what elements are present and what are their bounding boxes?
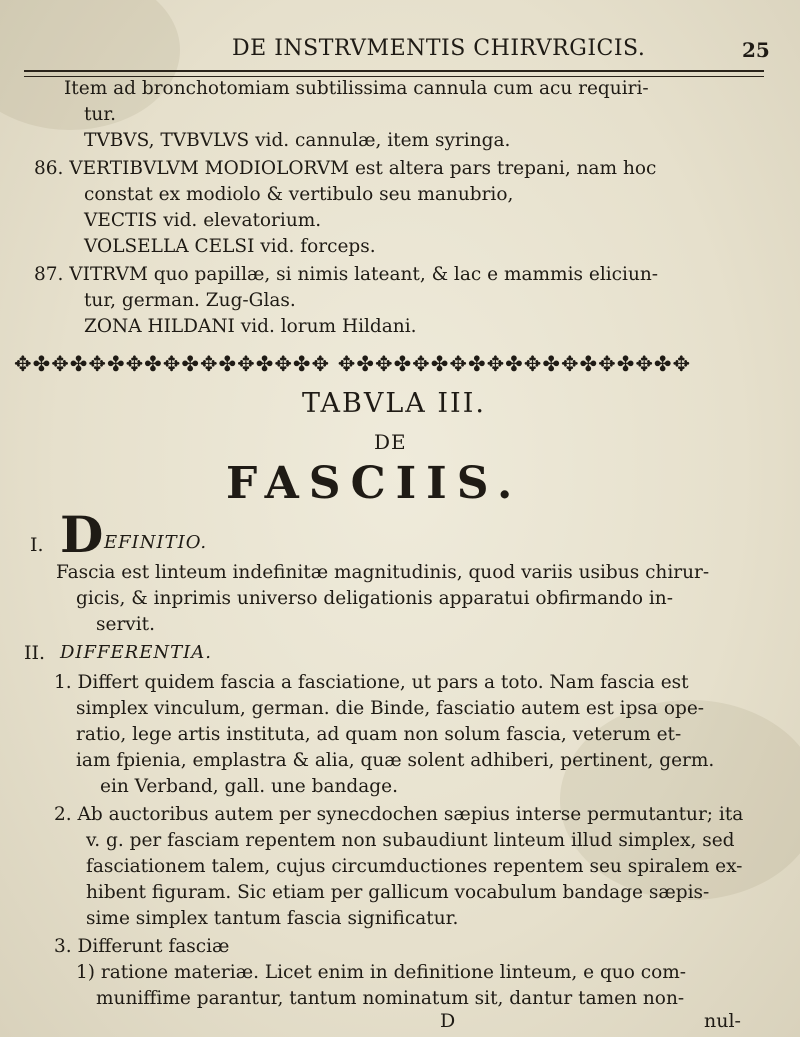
chapter-title: FASCIIS. <box>226 458 523 509</box>
section-number: II. <box>24 642 46 664</box>
entry-line: VECTIS vid. elevatorium. <box>84 210 322 231</box>
text-line: servit. <box>96 614 155 635</box>
section-number: I. <box>30 534 44 556</box>
entry-line: 86. VERTIBVLVM MODIOLORVM est altera pars trepani, nam hoc <box>34 158 657 179</box>
text-line: 1. Differt quidem fascia a fasciatione, ut pars a toto. Nam fascia est <box>54 672 689 693</box>
entry-line: 87. VITRVM quo papillæ, si nimis lateant, & lac e mammis eliciun- <box>34 264 659 285</box>
entry-line: constat ex modiolo & vertibulo seu manubrio, <box>84 184 514 205</box>
running-title: DE INSTRVMENTIS CHIRVRGICIS. <box>232 36 646 61</box>
section-heading: DIFFERENTIA. <box>60 642 212 663</box>
text-line: v. g. per fasciam repentem non subaudiunt linteum illud simplex, sed <box>86 830 735 851</box>
text-line: Fascia est linteum indefinitæ magnitudinis, quod variis usibus chirur- <box>56 562 710 583</box>
text-line: 3. Differunt fasciæ <box>54 936 230 957</box>
text-line: sime simplex tantum fascia significatur. <box>86 908 459 929</box>
text-line: ratio, lege artis instituta, ad quam non solum fascia, veterum et- <box>76 724 682 745</box>
text-line: 2. Ab auctoribus autem per synecdochen sæpius interse permutantur; ita <box>54 804 744 825</box>
entry-line: tur, german. Zug-Glas. <box>84 290 296 311</box>
text-line: ein Verband, gall. une bandage. <box>100 776 398 797</box>
catchword: nul- <box>704 1010 741 1032</box>
entry-line: tur. <box>84 104 117 125</box>
entry-line: Item ad bronchotomiam subtilissima cannula cum acu requiri- <box>64 78 649 99</box>
text-line: 1) ratione materiæ. Licet enim in definitione linteum, e quo com- <box>76 962 687 983</box>
signature-mark: D <box>440 1010 456 1032</box>
text-line: fasciationem talem, cujus circumductiones repentem seu spiralem ex- <box>86 856 743 877</box>
section-heading: EFINITIO. <box>104 532 208 553</box>
entry-line: VOLSELLA CELSI vid. forceps. <box>84 236 376 257</box>
ornament-border: ✥✤✥✤✥✤✥✤✥✤✥✤✥✤✥✤✥ ✥✤✥✤✥✤✥✤✥✤✥✤✥✤✥✤✥✤✥ <box>14 352 692 376</box>
table-subheading: DE <box>374 430 407 454</box>
running-head <box>0 36 800 68</box>
text-line: iam fpienia, emplastra & alia, quæ solent adhiberi, pertinent, germ. <box>76 750 715 771</box>
page-number: 25 <box>742 38 770 62</box>
text-line: hibent figuram. Sic etiam per gallicum vocabulum bandage sæpis- <box>86 882 710 903</box>
drop-cap: D <box>60 505 104 564</box>
entry-line: TVBVS, TVBVLVS vid. cannulæ, item syringa. <box>84 130 511 151</box>
text-line: muniffime parantur, tantum nominatum sit, dantur tamen non- <box>96 988 685 1009</box>
text-line: simplex vinculum, german. die Binde, fasciatio autem est ipsa ope- <box>76 698 705 719</box>
entry-line: ZONA HILDANI vid. lorum Hildani. <box>84 316 417 337</box>
table-heading: TABVLA III. <box>302 388 486 419</box>
text-line: gicis, & inprimis universo deligationis apparatui obfirmando in- <box>76 588 673 609</box>
